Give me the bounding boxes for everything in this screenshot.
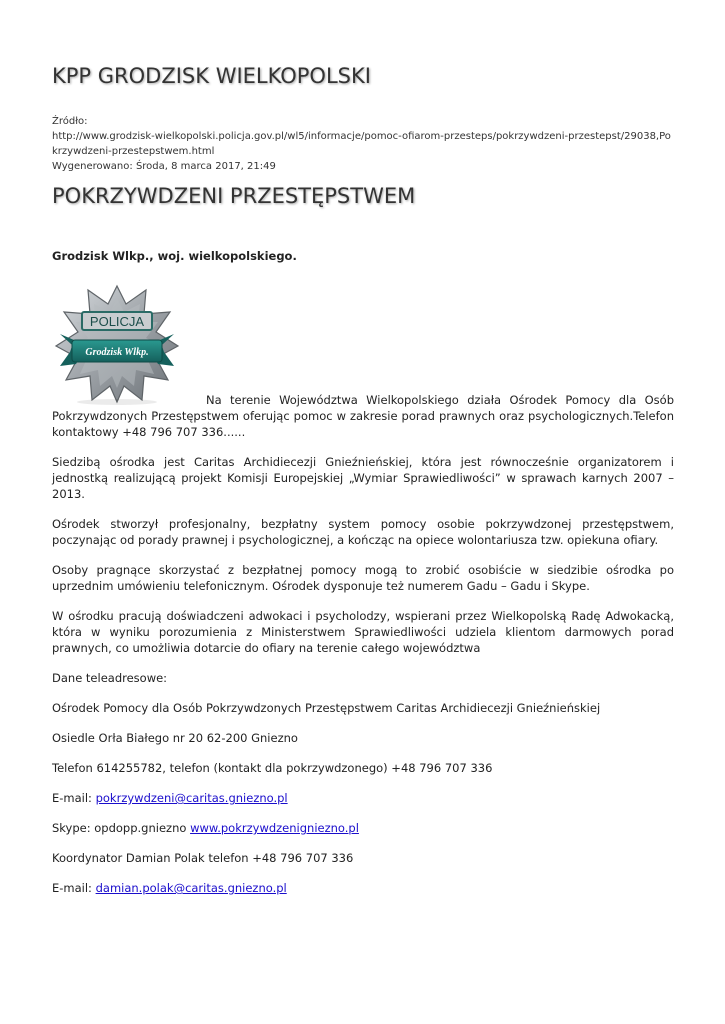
contact-coordinator: Koordynator Damian Polak telefon +48 796 707 336 [52,851,354,865]
source-meta [52,114,674,174]
site-title: KPP GRODZISK WIELKOPOLSKI [52,64,371,88]
police-badge-image [54,282,180,406]
badge-banner-text: Grodzisk Wlkp. [85,347,149,358]
paragraph-1: Na terenie Województwa Wielkopolskiego działa Ośrodek Pomocy dla Osób Pokrzywdzonych Przestępstwem oferując pomoc w zakresie porad prawnych oraz psychologicznych.Telefon kontaktowy +48 796 707 336...... [52,393,674,439]
contact-phone: Telefon 614255782, telefon (kontakt dla pokrzywdzonego) +48 796 707 336 [52,761,493,775]
contact-email2-line [52,880,674,896]
article-body [52,392,674,910]
badge-top-plate [82,312,152,330]
email-link[interactable]: pokrzywdzeni@caritas.gniezno.pl [95,791,288,805]
article-location: Grodzisk Wlkp., woj. wielkopolskiego. [52,249,297,263]
article-title: POKRZYWDZENI PRZESTĘPSTWEM [52,184,416,208]
contact-skype-line [52,820,674,836]
website-link[interactable]: www.pokrzywdzenigniezno.pl [190,821,359,835]
generated-date: Wygenerowano: Środa, 8 marca 2017, 21:49 [52,161,276,172]
paragraph-3: Ośrodek stworzył profesjonalny, bezpłatny system pomocy osobie pokrzywdzonej przestępstwem, poczynając od porady prawnej i psychologicznej, a kończąc na opiece wolontariusza tzw. opiekuna ofiary. [52,517,674,547]
email2-label: E-mail: [52,881,96,895]
paragraph-5: W ośrodku pracują doświadczeni adwokaci i psycholodzy, wspierani przez Wielkopolską Radę Adwokacką, która w wyniku porozumienia z Ministerstwem Sprawiedliwości udziela klientom darmowych porad prawnych, co umożliwia dotarcie do ofiary na terenie całego województwa [52,609,674,655]
contact-address: Osiedle Orła Białego nr 20 62-200 Gniezno [52,731,298,745]
paragraph-2: Siedzibą ośrodka jest Caritas Archidiecezji Gnieźnieńskiej, która jest równocześnie organizatorem i jednostką realizującą projekt Komisji Europejskiej „Wymiar Sprawiedliwości” w sprawach karnych 2007 – 2013. [52,455,674,501]
source-label: Źródło: [52,116,88,127]
contact-org-name: Ośrodek Pomocy dla Osób Pokrzywdzonych Przestępstwem Caritas Archidiecezji Gnieźnieńskiej [52,701,601,715]
contact-email-line [52,790,674,806]
paragraph-4: Osoby pragnące skorzystać z bezpłatnej pomocy mogą to zrobić osobiście w siedzibie ośrodka po uprzednim umówieniu telefonicznym. Ośrodek dysponuje też numerem Gadu – Gadu i Skype. [52,563,674,593]
source-url: http://www.grodzisk-wielkopolski.policja.gov.pl/wl5/informacje/pomoc-ofiarom-przesteps/pokrzywdzeni-przestepst/29038,Pokrzywdzeni-przestepstwem.html [52,131,671,157]
email2-link[interactable]: damian.polak@caritas.gniezno.pl [95,881,287,895]
contact-heading: Dane teleadresowe: [52,671,168,685]
badge-top-text: POLICJA [89,314,145,329]
skype-label: Skype: opdopp.gniezno [52,821,191,835]
email-label: E-mail: [52,791,96,805]
